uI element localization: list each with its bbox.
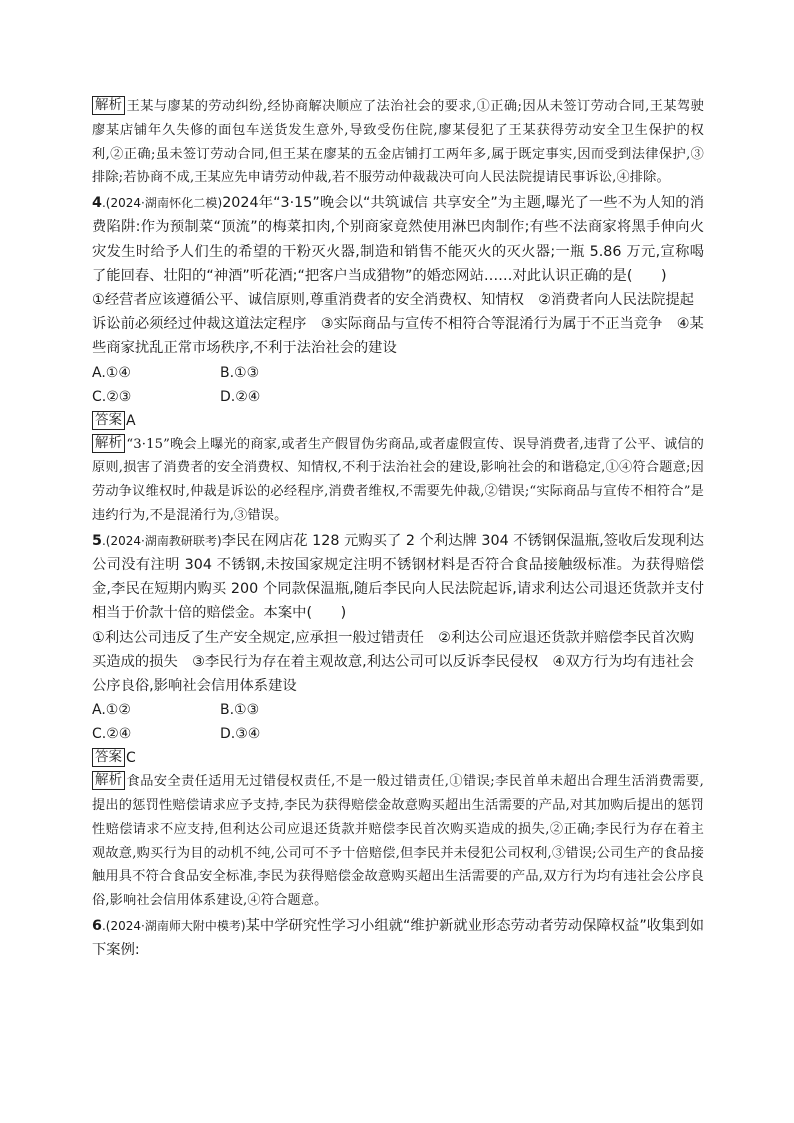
question-4-answer [92,409,704,433]
choice-c: C.②④ [92,726,132,743]
question-number: 5 [92,532,102,549]
question-stem: 李民在网店花 128 元购买了 2 个利达牌 304 不锈钢保温瓶,签收后发现利达公司没有注明 304 不锈钢,未按国家规定注明不锈钢材料是否符合食品接触级标准。为获得赔偿金,李民在短期内购买 200 个同款保温瓶,随后李民向人民法院起诉,请求利达公司退还货款并支付相当于价款十倍的赔偿金。本案中( ) [92,532,704,622]
question-5-statements: ①利达公司违反了生产安全规定,应承担一般过错责任 ②利达公司应退还货款并赔偿李民首次购买造成的损失 ③李民行为存在着主观故意,利达公司可以反诉李民侵权 ④双方行为均有违社会公序良俗,影响社会信用体系建设 [92,629,695,695]
question-source: .(2024·湖南教研联考) [101,533,222,548]
answer-tag: 答案 [92,411,125,430]
answer-tag: 答案 [92,748,125,767]
choice-a: A.①② [92,702,131,719]
analysis-tag: 解析 [92,434,125,453]
choice-row [92,722,704,746]
question-source: .(2024·湖南师大附中模考) [101,919,246,933]
answer-value: A [126,412,136,429]
page-content [92,95,704,962]
choice-d: D.③④ [220,726,261,743]
question-number: 4 [92,195,102,212]
question-5 [92,529,704,626]
analysis-text: 王某与廖某的劳动纠纷,经协商解决顺应了法治社会的要求,①正确;因从未签订劳动合同,王某驾驶廖某店铺年久失修的面包车送货发生意外,导致受伤住院,廖某侵犯了王某获得劳动安全卫生保护的权利,②正确;虽未签订劳动合同,但王某在廖某的五金店铺打工两年多,属于既定事实,因而受到法律保护,③排除;若协商不成,王某应先申请劳动仲裁,若不服劳动仲裁裁决可向人民法院提请民事诉讼,④排除。 [92,99,704,186]
analysis-text: 食品安全责任适用无过错侵权责任,不是一般过错责任,①错误;李民首单未超出合理生活消费需要,提出的惩罚性赔偿请求应予支持,李民为获得赔偿金故意购买超出生活需要的产品,对其加购后提出的惩罚性赔偿请求不应支持,但利达公司应退还货款并赔偿李民首次购买造成的损失,②正确;李民行为存在着主观故意,购买行为目的动机不纯,公司可不予十倍赔偿,但李民并未侵犯公司权利,③错误;公司生产的食品接触用具不符合食品安全标准,李民为获得赔偿金故意购买超出生活需要的产品,双方行为均有违社会公序良俗,影响社会信用体系建设,④符合题意。 [92,774,704,909]
answer-value: C [126,750,136,767]
choice-row [92,385,704,409]
q3-analysis [92,95,704,190]
question-stem: 2024年“3·15”晚会以“共筑诚信 共享安全”为主题,曝光了一些不为人知的消费陷阱:作为预制菜“顶流”的梅菜扣肉,个别商家竟然使用淋巴肉制作;有些不法商家将黑手伸向火灾发生时给予人们生的希望的干粉灭火器,制造和销售不能灭火的灭火器;一瓶 5.86 万元,宣称喝了能回春、壮阳的“神酒”听花酒;“把客户当成猎物”的婚恋网站……对此认识正确的是( ) [92,195,704,284]
question-5-answer [92,746,704,770]
analysis-tag: 解析 [92,771,125,790]
question-5-analysis [92,770,704,913]
analysis-text: “3·15”晚会上曝光的商家,或者生产假冒伪劣商品,或者虚假宣传、误导消费者,违背了公平、诚信的原则,损害了消费者的安全消费权、知情权,不利于法治社会的建设,影响社会的和谐稳定,①④符合题意;因劳动争议维权时,仲裁是诉讼的必经程序,消费者维权,不需要先仲裁,②错误;“实际商品与宣传不相符合”是违约行为,不是混淆行为,③错误。 [92,436,704,523]
question-6 [92,914,704,962]
analysis-tag: 解析 [92,96,125,115]
question-stem: 某中学研究性学习小组就“维护新就业形态劳动者劳动保障权益”收集到如下案例: [92,918,704,959]
question-4-statements: ①经营者应该遵循公平、诚信原则,尊重消费者的安全消费权、知情权 ②消费者向人民法院提起诉讼前必须经过仲裁这道法定程序 ③实际商品与宣传不相符合等混淆行为属于不正当竞争 ④某些商家扰乱正常市场秩序,不利于法治社会的建设 [92,292,704,357]
question-4-analysis [92,433,704,528]
question-source: .(2024·湖南怀化二模) [101,196,223,211]
choice-row [92,698,704,722]
choice-a: A.①④ [92,364,131,381]
choice-b: B.①③ [220,364,260,381]
choice-b: B.①③ [220,702,260,719]
question-4 [92,191,704,288]
choice-c: C.②③ [92,388,132,405]
choice-d: D.②④ [220,388,261,405]
question-number: 6 [92,918,102,934]
choice-row [92,361,704,385]
